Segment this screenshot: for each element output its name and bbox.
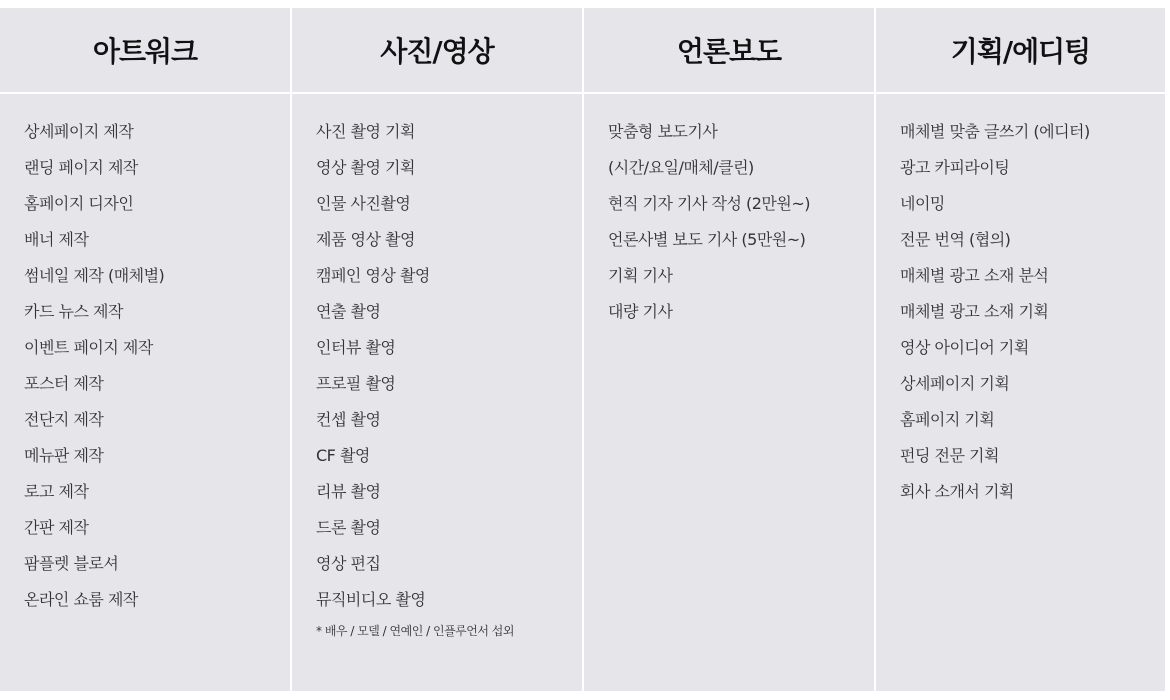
services-table [0,8,1165,691]
column-body [292,94,582,691]
list-item: 리뷰 촬영 [316,482,381,501]
list-item: 매체별 광고 소재 기획 [900,302,1049,321]
service-list [316,114,582,618]
list-item: 팜플렛 블로셔 [24,554,119,573]
list-item: 회사 소개서 기획 [900,482,1014,501]
list-item: 온라인 쇼룸 제작 [24,590,138,609]
service-list [24,114,290,618]
list-item: 로고 제작 [24,482,89,501]
list-item: 포스터 제작 [24,374,104,393]
list-item: 상세페이지 기획 [900,374,1010,393]
list-item: 뮤직비디오 촬영 [316,590,426,609]
list-item: CF 촬영 [316,446,370,465]
column-artwork [0,8,290,691]
list-item: 홈페이지 디자인 [24,194,134,213]
column-photo-video [292,8,582,691]
column-planning-editing [876,8,1165,691]
list-item: 인터뷰 촬영 [316,338,396,357]
list-item: 언론사별 보도 기사 (5만원~) [608,230,806,249]
list-item: 기획 기사 [608,266,673,285]
column-header [584,8,874,94]
list-item: 컨셉 촬영 [316,410,381,429]
list-item: 매체별 광고 소재 분석 [900,266,1049,285]
list-item: 펀딩 전문 기획 [900,446,999,465]
column-press [584,8,874,691]
casting-note: * 배우 / 모델 / 연예인 / 인플루언서 섭외 [316,624,514,638]
list-item: 사진 촬영 기획 [316,122,415,141]
service-list [900,114,1165,510]
list-item: 메뉴판 제작 [24,446,104,465]
list-item: (시간/요일/매체/클린) [608,158,754,177]
list-item: 랜딩 페이지 제작 [24,158,138,177]
list-item: 영상 촬영 기획 [316,158,415,177]
column-title: 사진/영상 [380,35,494,68]
list-item: 인물 사진촬영 [316,194,411,213]
list-item: 매체별 맞춤 글쓰기 (에디터) [900,122,1090,141]
list-item: 드론 촬영 [316,518,381,537]
list-item: 전문 번역 (협의) [900,230,1011,249]
list-item: 광고 카피라이팅 [900,158,1010,177]
column-title: 아트워크 [92,35,198,68]
column-title: 언론보도 [676,35,782,68]
column-body [876,94,1165,691]
list-item: 카드 뉴스 제작 [24,302,123,321]
list-item: 상세페이지 제작 [24,122,134,141]
column-header [292,8,582,94]
list-item: 썸네일 제작 (매체별) [24,266,165,285]
list-item: 대량 기사 [608,302,673,321]
list-item: 캠페인 영상 촬영 [316,266,430,285]
list-item: 현직 기자 기사 작성 (2만원~) [608,194,810,213]
column-header [0,8,290,94]
list-item: 프로필 촬영 [316,374,396,393]
list-item: 네이밍 [900,194,945,213]
list-item: 배너 제작 [24,230,89,249]
list-item: 연출 촬영 [316,302,381,321]
list-item: 간판 제작 [24,518,89,537]
column-body [0,94,290,691]
column-header [876,8,1165,94]
list-item: 이벤트 페이지 제작 [24,338,153,357]
list-item: 영상 아이디어 기획 [900,338,1029,357]
list-item: 영상 편집 [316,554,381,573]
column-title: 기획/에디팅 [950,35,1091,68]
service-list [608,114,874,330]
list-item: 전단지 제작 [24,410,104,429]
column-body [584,94,874,691]
list-item: 홈페이지 기획 [900,410,995,429]
list-item: 맞춤형 보도기사 [608,122,718,141]
list-item: 제품 영상 촬영 [316,230,415,249]
